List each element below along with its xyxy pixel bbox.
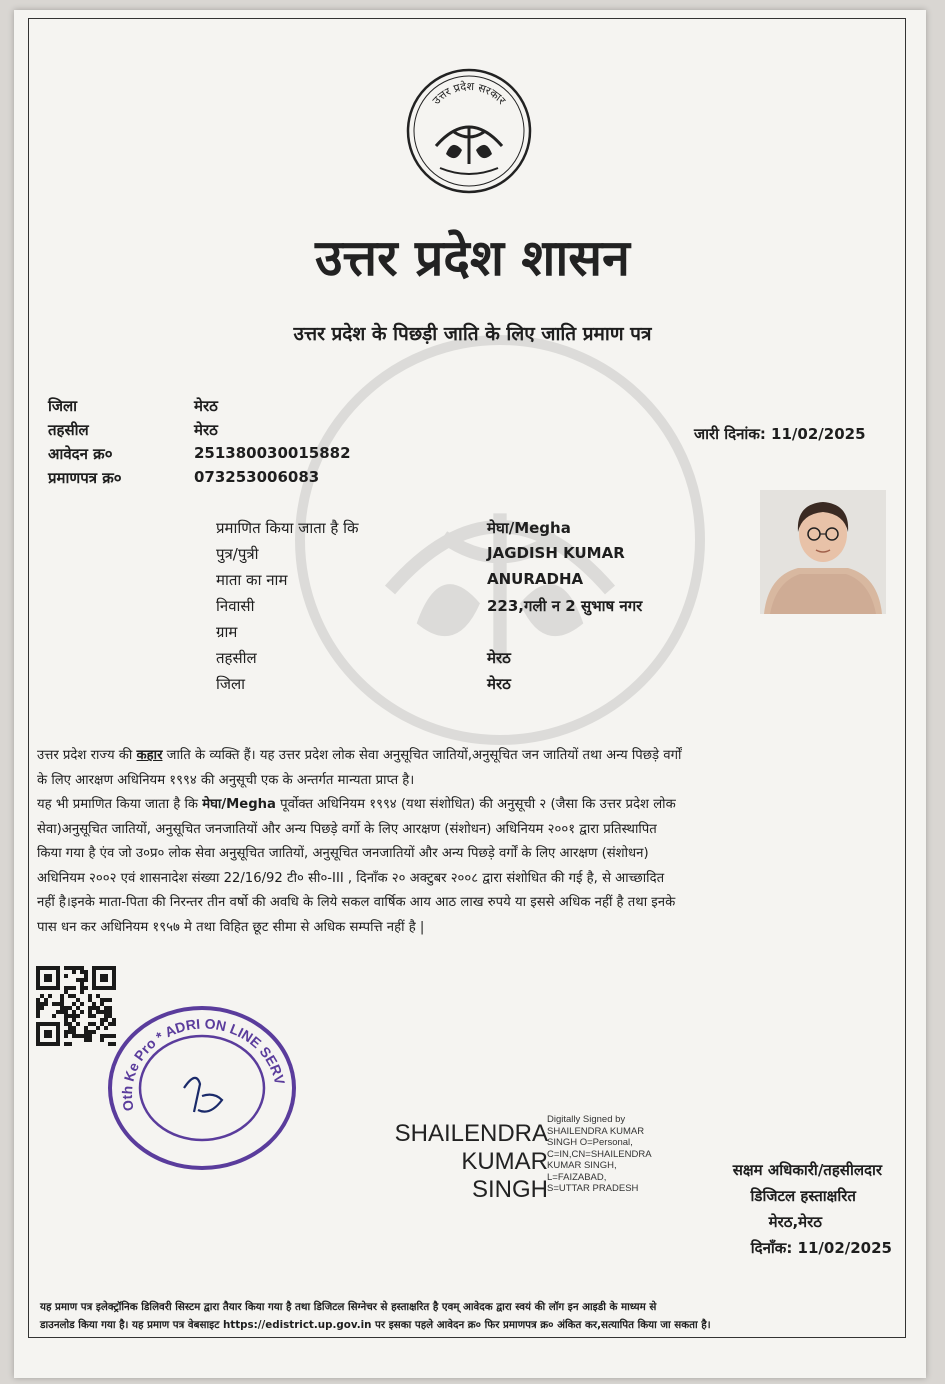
office-stamp <box>104 1000 300 1170</box>
body-line: पास धन कर अधिनियम १९५७ मे तथा विहित छूट सीमा से अधिक सम्पत्ति नहीं है | <box>37 919 425 935</box>
meta-label: जिला <box>48 397 78 415</box>
meta-label: आवेदन क्र० <box>48 445 113 463</box>
meta-label: प्रमाणपत्र क्र० <box>48 469 122 487</box>
authority-digital-signed: डिजिटल हस्ताक्षरित <box>750 1187 856 1205</box>
detail-value: JAGDISH KUMAR <box>487 544 625 562</box>
authority-designation: सक्षम अधिकारी/तहसीलदार <box>732 1161 882 1179</box>
body-line: अधिनियम २००२ एवं शासनादेश संख्या 22/16/92 टी० सी०-III , दिनाँक २० अक्टुबर २००८ द्वारा संशोधित की गई है, से आच्छादित <box>37 870 665 886</box>
applicant-photo <box>760 490 886 614</box>
meta-label: तहसील <box>48 421 89 439</box>
body-line: के लिए आरक्षण अधिनियम १९९४ की अनुसूची एक के अन्तर्गत मान्यता प्राप्त है। <box>37 772 415 788</box>
meta-value: 073253006083 <box>194 468 320 486</box>
digital-signature-details: Digitally Signed by SHAILENDRA KUMAR SINGH O=Personal, C=IN,CN=SHAILENDRA KUMAR SINGH, L=FAIZABAD, S=UTTAR PRADESH <box>547 1114 652 1194</box>
body-line: नहीं है।इनके माता-पिता की निरन्तर तीन वर्षो की अवधि के लिये सकल वार्षिक आय आठ लाख रुपये या इससे अधिक नहीं है तथा इनके <box>37 895 676 910</box>
meta-value: मेरठ <box>194 397 218 415</box>
meta-value: 251380030015882 <box>194 444 351 462</box>
body-line: उत्तर प्रदेश राज्य की कहार जाति के व्यक्ति हैं। यह उत्तर प्रदेश लोक सेवा अनुसूचित जातियों,अनुसूचित जन जातियों तथा अन्य पिछड़े वर्गों <box>37 748 682 763</box>
detail-value: मेघा/Megha <box>487 519 571 537</box>
detail-label: पुत्र/पुत्री <box>216 545 259 563</box>
detail-value: ANURADHA <box>487 570 584 588</box>
detail-label: जिला <box>216 675 246 693</box>
certificate-subtitle: उत्तर प्रदेश के पिछड़ी जाति के लिए जाति प्रमाण पत्र <box>293 323 652 345</box>
detail-label: ग्राम <box>216 623 238 641</box>
caste-name: कहार <box>136 748 163 763</box>
detail-value: मेरठ <box>487 675 511 693</box>
document-title: उत्तर प्रदेश शासन <box>315 228 630 287</box>
issue-date: जारी दिनांक: 11/02/2025 <box>694 425 866 443</box>
detail-label: माता का नाम <box>216 571 288 589</box>
body-line: सेवा)अनुसूचित जातियों, अनुसूचित जनजातियों और अन्य पिछड़े वर्गो के लिए आरक्षण (संशोधन) अधिनियम २००१ द्वारा प्रतिस्थापित <box>37 821 657 837</box>
authority-place: मेरठ,मेरठ <box>768 1213 822 1231</box>
body-line: किया गया है एंव जो उ०प्र० लोक सेवा अनुसूचित जातियों, अनुसूचित जनजातियों और अन्य पिछड़े वर्गों के लिए आरक्षण (संशोधन) <box>37 846 649 861</box>
detail-label: प्रमाणित किया जाता है कि <box>216 519 359 537</box>
applicant-photo-image <box>760 490 886 614</box>
applicant-name: मेघा/Megha <box>202 797 276 812</box>
meta-value: मेरठ <box>194 421 218 439</box>
detail-value: मेरठ <box>487 649 511 667</box>
stamp-text: Oth Ke Pro * ADRI ON LINE SERV <box>118 1015 289 1113</box>
up-government-emblem <box>406 68 532 194</box>
emblem-text: उत्तर प्रदेश सरकार <box>429 79 509 108</box>
certificate-body <box>37 744 893 940</box>
footer-line-1: यह प्रमाण पत्र इलेक्ट्रॉनिक डिलिवरी सिस्टम द्वारा तैयार किया गया है तथा डिजिटल सिग्नेचर से हस्ताक्षरित है एवम् आवेदक द्वारा स्वयं की लॉग इन आइडी के माध्यम से <box>40 1301 657 1313</box>
detail-label: तहसील <box>216 649 257 667</box>
detail-value: 223,गली न 2 सुभाष नगर <box>487 597 643 615</box>
authority-date: दिनाँक: 11/02/2025 <box>750 1239 892 1257</box>
body-line: यह भी प्रमाणित किया जाता है कि मेघा/Megha पूर्वोक्त अधिनियम १९९४ (यथा संशोधित) की अनुसूची २ (जैसा कि उत्तर प्रदेश लोक <box>37 797 676 812</box>
signer-name: SHAILENDRA KUMAR SINGH <box>394 1120 548 1203</box>
detail-label: निवासी <box>216 597 255 615</box>
footer-line-2: डाउनलोड किया गया है। यह प्रमाण पत्र वेबसाइट https://edistrict.up.gov.in पर इसका पहले आवेदन क्र० फिर प्रमाणपत्र क्र० अंकित कर,सत्यापित किया जा सकता है। <box>40 1319 711 1331</box>
